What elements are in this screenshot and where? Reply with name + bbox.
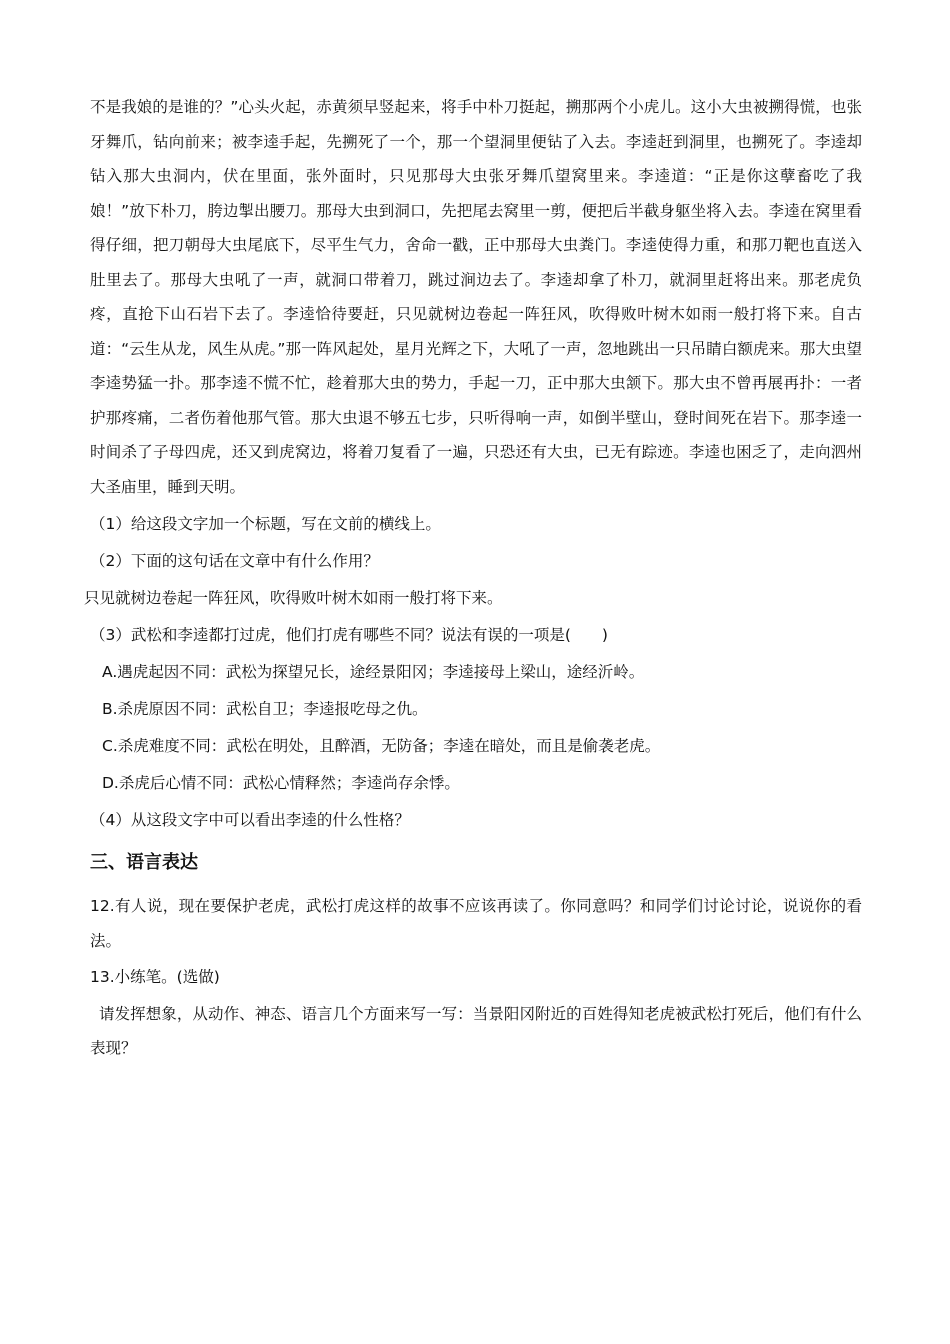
question-13-body: 请发挥想象，从动作、神态、语言几个方面来写一写：当景阳冈附近的百姓得知老虎被武松打死后，他们有什么表现？ — [90, 1004, 862, 1057]
question-4: （4）从这段文字中可以看出李逵的什么性格？ — [90, 811, 410, 829]
section-title: 三、语言表达 — [90, 852, 198, 873]
reading-passage — [90, 90, 862, 504]
question-13-title: 13.小练笔。(选做) — [90, 968, 220, 986]
passage-text: 不是我娘的是谁的？”心头火起，赤黄须早竖起来，将手中朴刀挺起，搠那两个小虎儿。这小大虫被搠得慌，也张牙舞爪，钻向前来；被李逵手起，先搠死了一个，那一个望洞里便钻了入去。李逵赶到洞里，也搠死了。李逵却钻入那大虫洞内，伏在里面，张外面时，只见那母大虫张牙舞爪望窝里来。李逵道：“正是你这孽畜吃了我娘！”放下朴刀，胯边掣出腰刀。那母大虫到洞口，先把尾去窝里一剪，便把后半截身躯坐将入去。李逵在窝里看得仔细，把刀朝母大虫尾底下，尽平生气力，舍命一戳，正中那母大虫粪门。李逵使得力重，和那刀靶也直送入肚里去了。那母大虫吼了一声，就洞口带着刀，跳过涧边去了。李逵却拿了朴刀，就洞里赶将出来。那老虎负疼，直抢下山石岩下去了。李逵恰待要赶，只见就树边卷起一阵狂风，吹得败叶树木如雨一般打将下来。自古道：“云生从龙，风生从虎。”那一阵风起处，星月光辉之下，大吼了一声，忽地跳出一只吊睛白额虎来。那大虫望李逵势猛一扑。那李逵不慌不忙，趁着那大虫的势力，手起一刀，正中那大虫颔下。那大虫不曾再展再扑：一者护那疼痛，二者伤着他那气管。那大虫退不够五七步，只听得响一声，如倒半壁山，登时间死在岩下。那李逵一时间杀了子母四虎，还又到虎窝边，将着刀复看了一遍，只恐还有大虫，已无有踪迹。李逵也困乏了，走向泗州大圣庙里，睡到天明。 — [90, 98, 862, 496]
question-12: 12.有人说，现在要保护老虎，武松打虎这样的故事不应该再读了。你同意吗？和同学们讨论讨论，说说你的看法。 — [90, 897, 862, 950]
question-3-option-a: A.遇虎起因不同：武松为探望兄长，途经景阳冈；李逵接母上梁山，途经沂岭。 — [102, 663, 645, 681]
question-3: （3）武松和李逵都打过虎，他们打虎有哪些不同？说法有误的一项是( ) — [90, 626, 608, 644]
question-3-option-d: D.杀虎后心情不同：武松心情释然；李逵尚存余悸。 — [102, 774, 460, 792]
question-3-option-c: C.杀虎难度不同：武松在明处，且醉酒，无防备；李逵在暗处，而且是偷袭老虎。 — [102, 737, 661, 755]
question-2: （2）下面的这句话在文章中有什么作用？ — [90, 552, 379, 570]
question-2-quote: 只见就树边卷起一阵狂风，吹得败叶树木如雨一般打将下来。 — [84, 589, 503, 607]
question-list — [84, 506, 862, 839]
question-3-option-b: B.杀虎原因不同：武松自卫；李逵报吃母之仇。 — [102, 700, 428, 718]
question-1: （1）给这段文字加一个标题，写在文前的横线上。 — [90, 515, 441, 533]
document-page — [84, 90, 862, 1066]
